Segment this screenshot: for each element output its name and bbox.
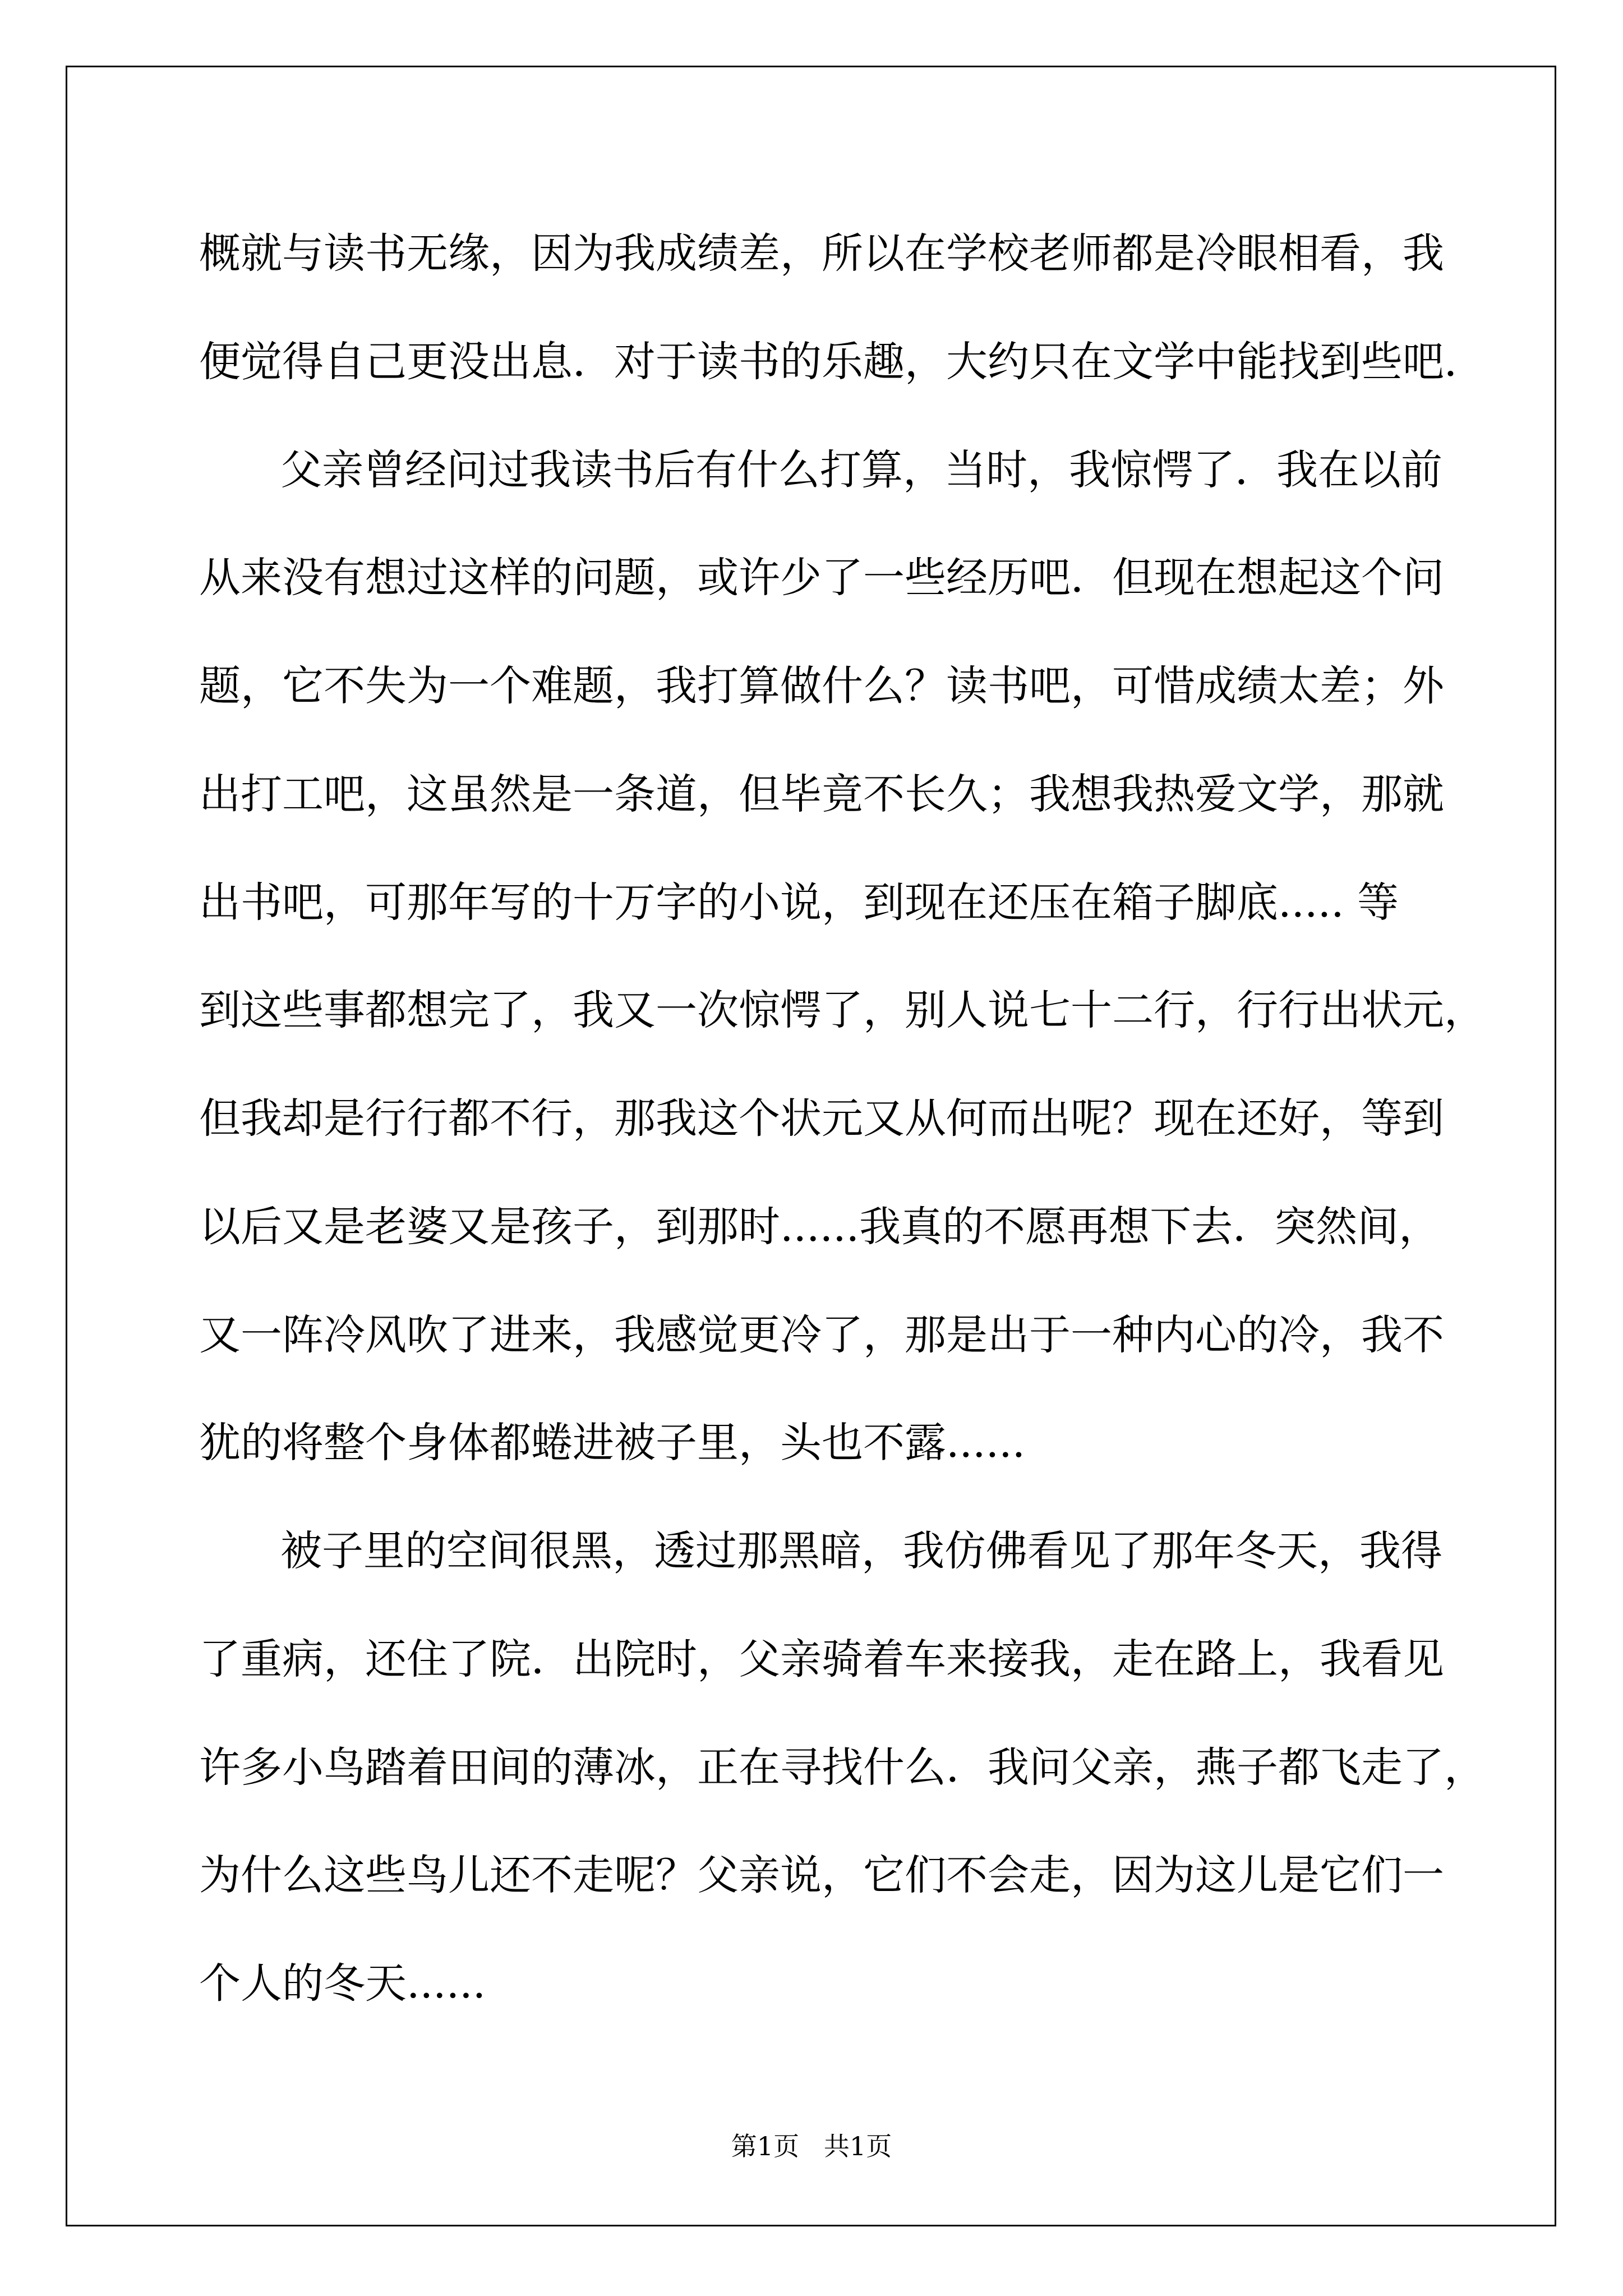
text-line: 便觉得自己更没出息．对于读书的乐趣，大约只在文学中能找到些吧． <box>199 338 1486 386</box>
text-line: 又一阵冷风吹了进来，我感觉更冷了，那是出于一种内心的冷，我不 <box>199 1311 1444 1359</box>
text-line: 但我却是行行都不行，那我这个状元又从何而出呢？现在还好，等到 <box>199 1094 1444 1143</box>
paragraph-start-line: 父亲曾经问过我读书后有什么打算，当时，我惊愕了．我在以前 <box>280 446 1442 494</box>
text-line: 出书吧，可那年写的十万字的小说，到现在还压在箱子脚底..... 等 <box>199 878 1399 927</box>
text-line: 许多小鸟踏着田间的薄冰，正在寻找什么．我问父亲，燕子都飞走了， <box>199 1743 1486 1792</box>
text-line: 概就与读书无缘，因为我成绩差，所以在学校老师都是冷眼相看，我 <box>199 229 1444 278</box>
text-line: 了重病，还住了院．出院时，父亲骑着车来接我，走在路上，我看见 <box>199 1635 1444 1683</box>
paragraph-start-line: 被子里的空间很黑，透过那黑暗，我仿佛看见了那年冬天，我得 <box>280 1527 1442 1575</box>
text-line: 以后又是老婆又是孩子，到那时......我真的不愿再想下去．突然间， <box>199 1203 1441 1251</box>
text-line: 到这些事都想完了，我又一次惊愕了，别人说七十二行，行行出状元， <box>199 986 1486 1034</box>
text-line: 犹的将整个身体都蜷进被子里，头也不露...... <box>199 1419 1026 1467</box>
text-line: 题，它不失为一个难题，我打算做什么？读书吧，可惜成绩太差；外 <box>199 662 1444 710</box>
text-line: 为什么这些鸟儿还不走呢？父亲说，它们不会走，因为这儿是它们一 <box>199 1851 1444 1899</box>
text-line: 个人的冬天...... <box>199 1959 486 2008</box>
page-number-footer: 第1页 共1页 <box>731 2131 892 2161</box>
text-line: 从来没有想过这样的问题，或许少了一些经历吧．但现在想起这个问 <box>199 554 1444 602</box>
text-line: 出打工吧，这虽然是一条道，但毕竟不长久；我想我热爱文学，那就 <box>199 770 1444 818</box>
page-border <box>66 66 1556 2226</box>
